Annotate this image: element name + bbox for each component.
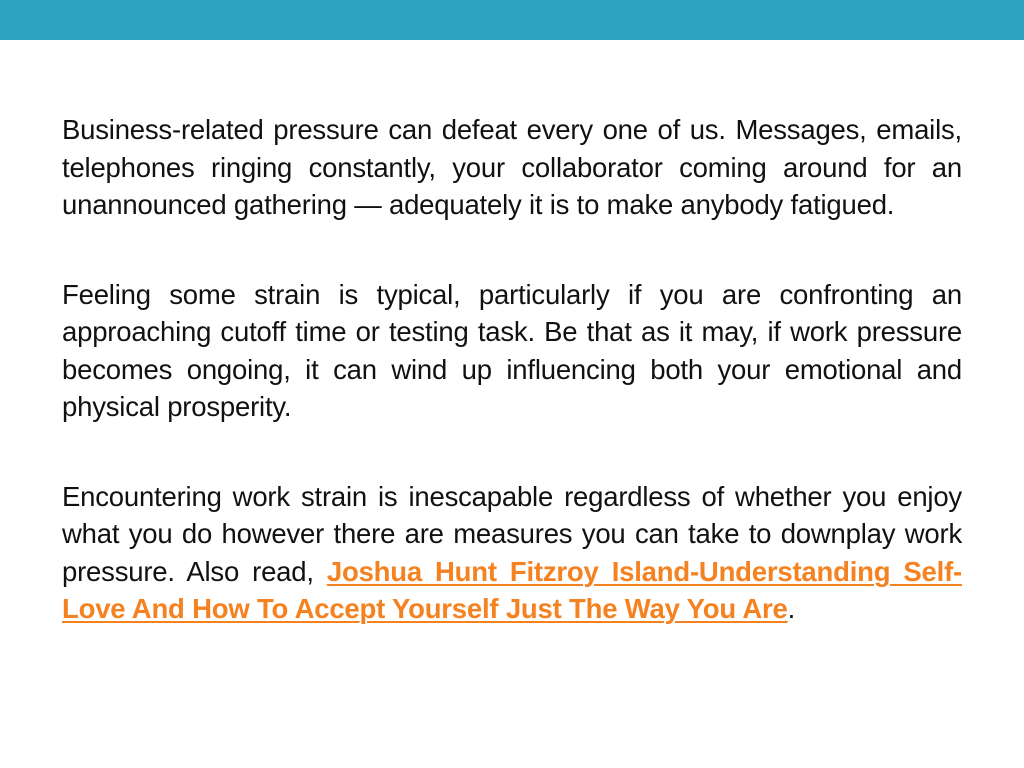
paragraph-3-text: Encountering work strain is inescapable regardless of whether you enjoy what you do however there are measures you can take to downplay work pressure. Also read, bbox=[62, 480, 962, 587]
paragraph-3 bbox=[62, 478, 962, 628]
text-body bbox=[62, 111, 962, 628]
paragraph-1: Business-related pressure can defeat every one of us. Messages, emails, telephones ringing constantly, your collaborator coming around for an unannounced gathering — adequately it is to make anybody fatigued. bbox=[62, 114, 962, 220]
paragraph-3-period: . bbox=[787, 593, 796, 624]
paragraph-2: Feeling some strain is typical, particularly if you are confronting an approaching cutoff time or testing task. Be that as it may, if work pressure becomes ongoing, it can wind up influencing both your emotional and physical prosperity. bbox=[62, 278, 962, 422]
header-bar bbox=[0, 0, 1024, 40]
article-link[interactable]: Joshua Hunt Fitzroy Island-Understanding Self-Love And How To Accept Yourself Just The Way You Are bbox=[62, 555, 962, 624]
